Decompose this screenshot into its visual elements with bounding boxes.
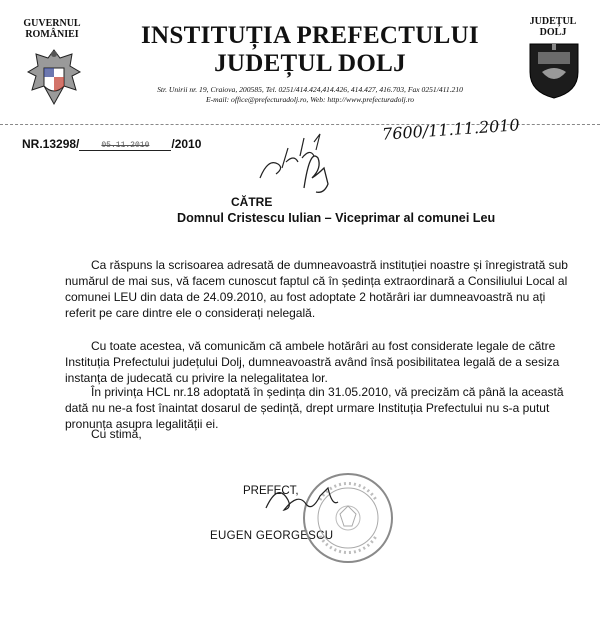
right-org-label xyxy=(520,16,586,38)
romania-coat-of-arms-icon xyxy=(26,46,82,106)
left-org-label xyxy=(14,18,90,40)
handwritten-annotation-icon xyxy=(258,128,338,198)
signatory-role: PREFECT, xyxy=(243,485,299,497)
para-2-text: Cu toate acestea, vă comunicăm că ambele hotărâri au fost considerate legale de către Instituția Prefectului județului Dolj, dumneavoastră având însă posibilitatea legală de a sesiza instanța de judecată cu privire la nelegalitatea lor. xyxy=(65,339,560,385)
institution-address xyxy=(110,85,510,105)
closing-text: Cu stimă, xyxy=(91,427,142,441)
dolj-coat-of-arms-icon xyxy=(528,42,580,100)
signatory-name: EUGEN GEORGESCU xyxy=(210,530,334,542)
registration-number xyxy=(22,137,201,151)
recipient-name: Domnul Cristescu Iulian – Viceprimar al comunei Leu xyxy=(177,211,496,225)
address-line-1: Str. Unirii nr. 19, Craiova, 200585, Tel. 0251/414.424,414.426, 414.427, 416.703, Fax 0251/411.210 xyxy=(157,85,463,94)
body-paragraph-1 xyxy=(65,257,575,321)
para-1-text: Ca răspuns la scrisoarea adresată de dumneavoastră instituției noastre și înregistrată sub numărul de mai sus, vă facem cunoscut faptul că în ședința extraordinară a Consiliului Local al comunei LEU din data de 24.09.2010, au fost adoptate 2 hotărâri iar dumneavoastră nu ați referit pe care dintre ele o considerați nelegală. xyxy=(65,258,568,320)
title-line-2: JUDEȚUL DOLJ xyxy=(214,50,406,77)
date-stamp: 05.11.2010 xyxy=(79,141,171,151)
to-label: CĂTRE xyxy=(231,195,273,209)
signature-scribble-icon xyxy=(262,478,342,518)
nr-prefix: NR.13298/ xyxy=(22,137,80,151)
body-paragraph-2 xyxy=(65,338,575,386)
title-line-1: INSTITUȚIA PREFECTULUI xyxy=(141,22,479,49)
address-line-2: E-mail: office@prefecturadolj.ro, Web: http://www.prefecturadolj.ro xyxy=(205,95,415,104)
body-paragraph-3 xyxy=(65,384,575,432)
institution-title xyxy=(110,22,510,78)
right-org-text: JUDEȚUL DOLJ xyxy=(529,16,577,38)
left-org-text: GUVERNUL ROMÂNIEI xyxy=(23,18,81,40)
handwritten-number: 7600/11.11.2010 xyxy=(381,115,521,144)
para-3-text: În privința HCL nr.18 adoptată în ședința din 31.05.2010, vă precizăm că până la această dată nu ne-a fost înaintat dosarul de ședință, drept urmare Instituția Prefectului nu s-a putut pronunța asupra legalității ei. xyxy=(65,385,564,431)
year-suffix: /2010 xyxy=(171,137,202,151)
